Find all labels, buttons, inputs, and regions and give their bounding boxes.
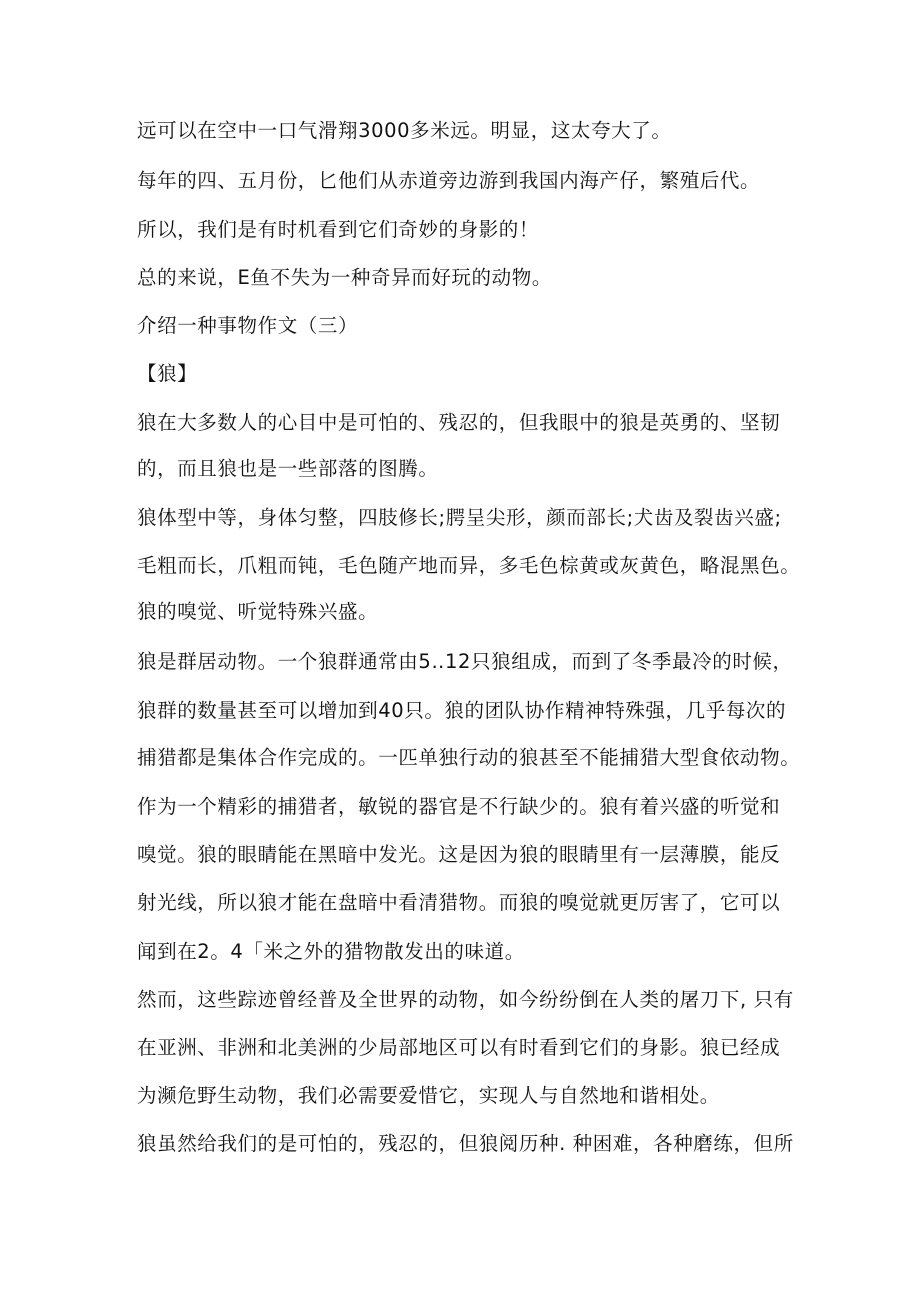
text-line: 狼虽然给我们的是可怕的，残忍的，但狼阅历种. 种困难，各种磨练，但所 [137,1132,794,1155]
text-line: 嗅觉。狼的眼睛能在黑暗中发光。这是因为狼的眼睛里有一层薄膜，能反 [137,843,781,866]
text-line: 毛粗而长，爪粗而钝，毛色随产地而异，多毛色棕黄或灰黄色，略混黑色。 [137,554,801,577]
text-line: 狼是群居动物。一个狼群通常由5‥12只狼组成，而到了冬季最冷的时候， [137,650,793,673]
section-subheading: 【狼】 [137,362,198,385]
text-line: 捕猎都是集体合作完成的。一匹单独行动的狼甚至不能捕猎大型食依动物。 [137,746,801,769]
text-line: 狼的嗅觉、听觉特殊兴盛。 [137,600,379,623]
text-line: 作为一个精彩的捕猎者，敏锐的器官是不行缺少的。狼有着兴盛的听觉和 [137,795,781,818]
text-line: 射光线，所以狼才能在盘暗中看清猎物。而狼的嗅觉就更厉害了，它可以 [137,891,781,914]
text-line: 总的来说，E鱼不失为一种奇异而好玩的动物。 [137,266,552,289]
text-line: 在亚洲、非洲和北美洲的少局部地区可以有时看到它们的身影。狼已经成 [137,1036,781,1059]
text-line: 所以，我们是有时机看到它们奇妙的身影的！ [137,218,540,241]
text-line: 狼体型中等，身体匀整，四肢修长;腭呈尖形，颜而部长;犬齿及裂齿兴盛; [137,506,782,529]
text-line: 狼在大多数人的心目中是可怕的、残忍的，但我眼中的狼是英勇的、坚韧 [137,411,781,434]
section-heading: 介绍一种事物作文（三） [137,314,359,337]
text-line: 为濒危野生动物，我们必需要爱惜它，实现人与自然地和谐相处。 [137,1084,720,1107]
text-line: 闻到在2。4「米之外的猎物散发出的味道。 [137,940,525,963]
text-line: 远可以在空中一口气滑翔3000多米远。明显，这太夸大了。 [137,119,672,142]
text-line: 然而，这些踪迹曾经普及全世界的动物，如今纷纷倒在人类的屠刀下, 只有 [137,988,794,1011]
text-line: 的，而且狼也是一些部落的图腾。 [137,457,439,480]
text-line: 每年的四、五月份，匕他们从赤道旁边游到我国内海产仔，繁殖后代。 [137,169,761,192]
text-line: 狼群的数量甚至可以增加到40只。狼的团队协作精神特殊强，几乎每次的 [137,699,787,722]
